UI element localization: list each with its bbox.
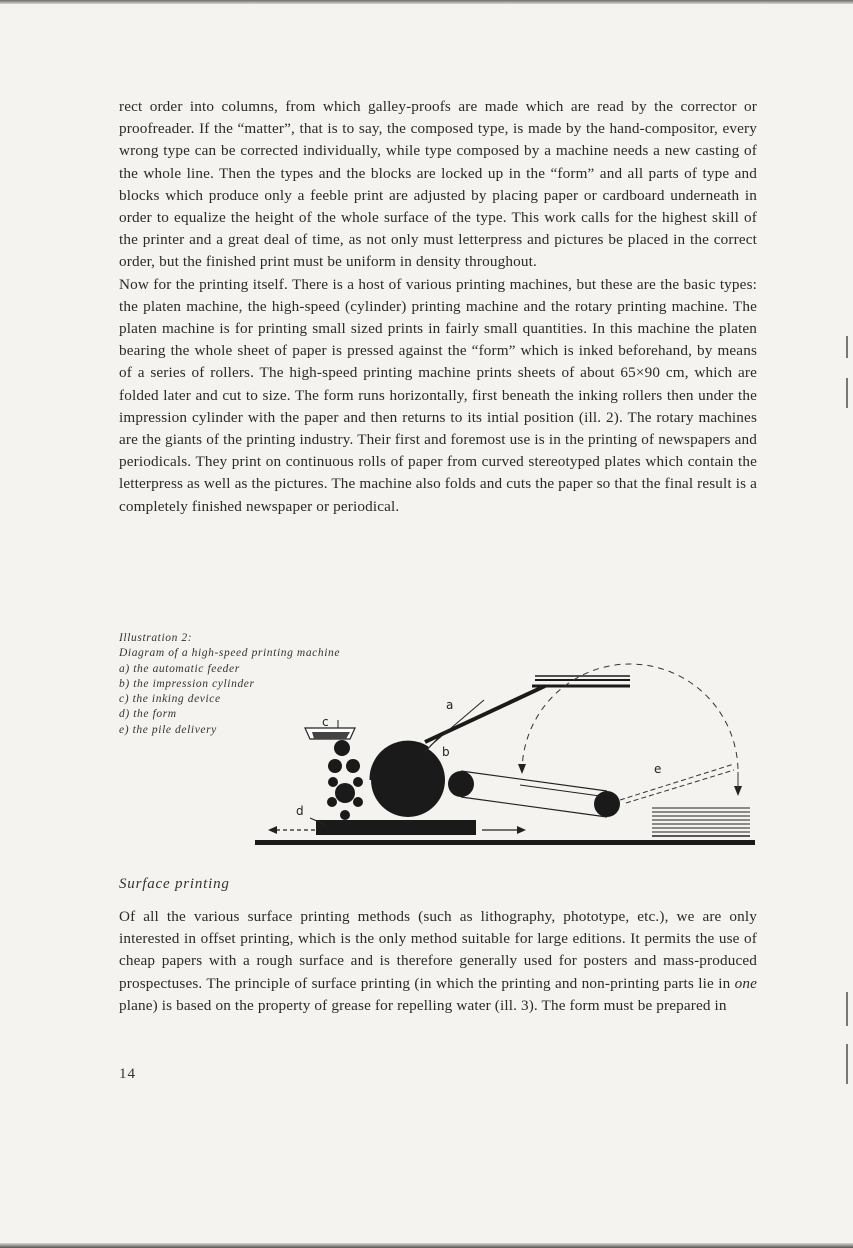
label-c: c [322, 715, 329, 729]
inking-roller [353, 777, 363, 787]
label-e: e [654, 762, 662, 776]
caption-subtitle: Diagram of a high-speed printing machine [119, 647, 341, 660]
trajectory-arrowhead [518, 764, 526, 774]
delivery-sheet [520, 785, 600, 796]
caption-item: e) the pile delivery [119, 723, 217, 736]
inking-roller [353, 797, 363, 807]
printing-machine-diagram [250, 660, 760, 855]
inking-roller [327, 797, 337, 807]
caption-item: a) the automatic feeder [119, 662, 240, 675]
gripper-path [620, 764, 734, 800]
delivery-drum [594, 791, 620, 817]
inking-roller [335, 783, 355, 803]
scan-margin-mark [846, 336, 848, 358]
scan-top-edge [0, 0, 853, 4]
delivery-belt [461, 771, 607, 791]
paragraph: Now for the printing itself. There is a host of various printing machines, but these are the basic types: the platen machine, the high-speed (cylinder) printing machine and the rotary printing machine. The platen machine is for printing small sized prints in fairly small quantities. In this machine the platen bearing the whole sheet of paper is pressed against the “form” which is inked beforehand, by means of a series of rollers. The high-speed printing machine prints sheets of about 65×90 cm, which are folded later and cut to size. The form runs horizontally, first beneath the inking rollers then under the impression cylinder with the paper and then returns to its intial position (ill. 2). The rotary machines are the giants of the printing industry. Their first and foremost use is in the printing of newspapers and periodicals. They print on continuous rolls of paper from curved stereotyped plates which contain the letterpress as well as the pictures. The machine also folds and cuts the paper so that the final result is a completely finished newspaper or periodical. [119, 275, 757, 515]
form-bed [316, 820, 476, 835]
caption-item: b) the impression cylinder [119, 677, 255, 690]
gripper-path [626, 770, 734, 803]
forward-arrowhead [517, 826, 526, 834]
paragraph-text: Of all the various surface printing methods (such as lithography, phototype, etc.), we are only interested in offset printing, which is the only method suitable for large editions. It permits the use of cheap papers with a rough surface and is therefore generally used for posters and mass-produced prospectuses. The principle of surface printing (in which the printing and non-printing parts lie in [119, 908, 757, 992]
ink-fountain-fill [312, 732, 350, 739]
text-block-bottom [119, 906, 757, 1017]
label-d: d [296, 804, 304, 818]
inking-roller [340, 810, 350, 820]
delivery-belt [461, 797, 607, 817]
paragraph: rect order into columns, from which galley-proofs are made which are read by the corrector or proofreader. If the “matter”, that is to say, the composed type, is made by the hand-compositor, every wrong type can be corrected individually, while type composed by a machine needs a new casting of the whole line. Then the types and the blocks are locked up in the “form” and all parts of type and blocks which produce only a feeble print are adjusted by placing paper or cardboard underneath in order to equalize the height of the whole surface of the type. This work calls for the highest skill of the printer and a great deal of time, as not only must letterpress and pictures be placed in the correct order, but the finished print must be uniform in density throughout. [119, 98, 757, 271]
delivery-drum [448, 771, 474, 797]
paragraph [119, 906, 757, 1017]
caption-item: c) the inking device [119, 693, 221, 706]
machine-base-rail [255, 840, 755, 845]
section-heading: Surface printing [119, 876, 230, 892]
feeder-board [425, 686, 545, 742]
return-arrowhead [268, 826, 277, 834]
caption-item: d) the form [119, 708, 177, 721]
label-a: a [446, 698, 454, 712]
inking-roller [328, 759, 342, 773]
label-b: b [442, 745, 450, 759]
emphasis-text: one [734, 974, 757, 992]
scan-margin-mark [846, 1044, 848, 1084]
scan-bottom-edge [0, 1243, 853, 1248]
inking-roller [334, 740, 350, 756]
delivered-pile [652, 808, 750, 836]
caption-title: Illustration 2: [119, 632, 193, 644]
text-block-top [119, 96, 757, 518]
scan-margin-mark [846, 378, 848, 408]
label-leader-a [430, 700, 484, 746]
inking-roller [328, 777, 338, 787]
inking-roller [346, 759, 360, 773]
page-number: 14 [119, 1066, 136, 1082]
scan-margin-mark [846, 992, 848, 1026]
paragraph-text: plane) is based on the property of grease for repelling water (ill. 3). The form must be prepared in [119, 996, 727, 1014]
